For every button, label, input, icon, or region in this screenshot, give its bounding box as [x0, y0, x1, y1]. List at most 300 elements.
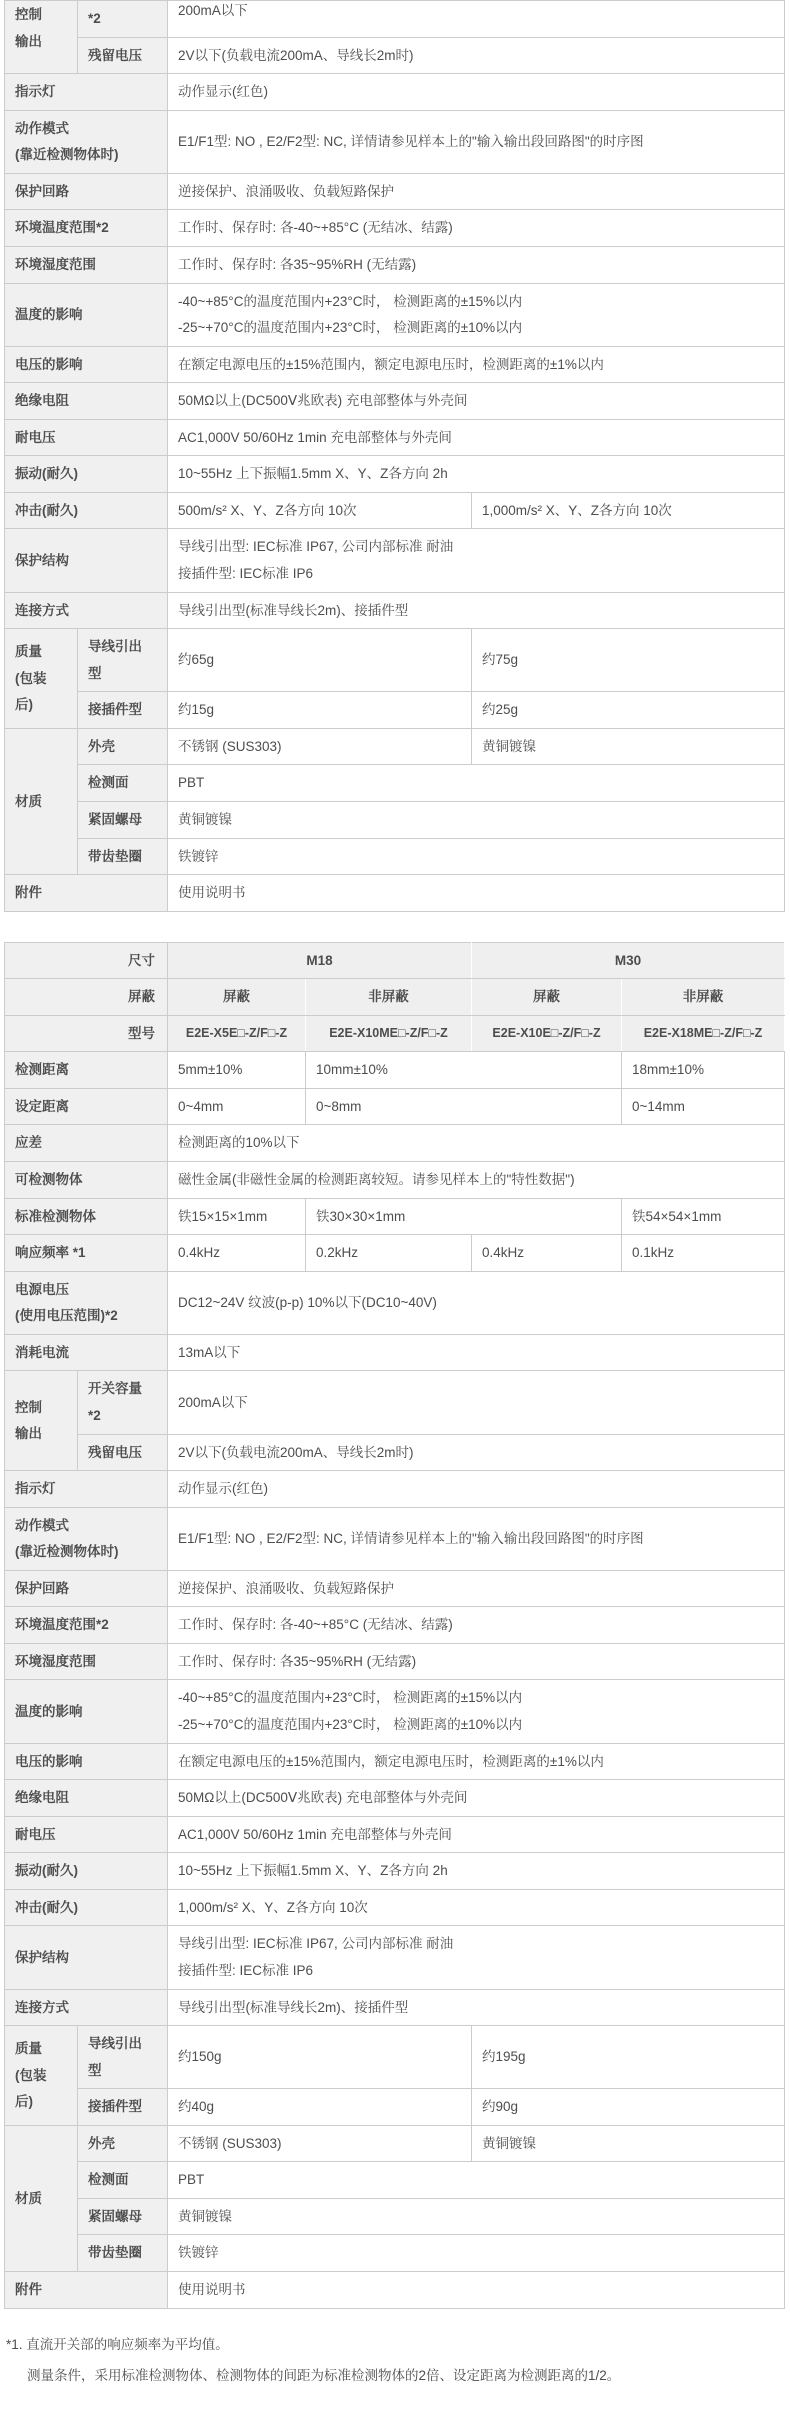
text-line: 电源电压: [15, 1281, 69, 1297]
text-line: PBT: [178, 2172, 205, 2188]
value-weight-prewired-right: [472, 629, 785, 692]
text-line: 连接方式: [15, 602, 69, 618]
label-sensing-face: [78, 2162, 168, 2199]
text-line: 200mA以下: [178, 1394, 248, 1410]
text-line: 磁性金属(非磁性金属的检测距离较短。请参见样本上的"特性数据"): [178, 1172, 575, 1187]
spec-row: [5, 2272, 785, 2309]
spec-row: [5, 2198, 785, 2235]
text-line: 可检测物体: [15, 1172, 83, 1187]
spec-row: [5, 110, 785, 173]
spec-table-top: [4, 0, 786, 912]
value-standard-object-1: [168, 1198, 306, 1235]
spec-row: [5, 875, 785, 912]
text-line: 导线引出型: IEC标准 IP67, 公司内部标准 耐油: [178, 539, 454, 555]
label-clamping-nut: [78, 2198, 168, 2235]
value-protection-circuit: [168, 173, 785, 210]
value-vibration: [168, 1853, 785, 1890]
text-line: 屏蔽: [223, 989, 250, 1005]
text-line: 带齿垫圈: [88, 848, 142, 864]
spec-row: [5, 1780, 785, 1817]
label-accessories: [5, 2272, 168, 2309]
text-line: 在额定电源电压的±15%范围内，额定电源电压时，检测距离的±1%以内: [178, 1753, 604, 1769]
label-ambient-temperature: [5, 1607, 168, 1644]
value-weight-connector-left: [168, 2089, 472, 2126]
label-material: [5, 728, 78, 874]
text-line: 材质: [15, 2190, 42, 2206]
spec-row: [5, 2162, 785, 2199]
model-e2e-x10me: [306, 1015, 472, 1052]
spec-row: [5, 592, 785, 629]
text-line: 检测距离的10%以下: [178, 1135, 300, 1151]
text-line: 约75g: [482, 652, 519, 668]
text-line: 约15g: [178, 702, 215, 718]
text-line: 200mA以下: [178, 3, 248, 18]
value-accessories: [168, 2272, 785, 2309]
label-pre-wired: [78, 629, 168, 692]
value-case-left: [168, 2125, 472, 2162]
spec-row: [5, 1088, 785, 1125]
text-line: 0.4kHz: [178, 1245, 221, 1261]
value-operation-mode: [168, 1507, 785, 1570]
value-indicator: [168, 74, 785, 111]
value-toothed-washer: [168, 838, 785, 875]
text-line: 约40g: [178, 2099, 215, 2115]
value-protection-structure: [168, 1926, 785, 1989]
text-line: 控制: [15, 7, 42, 22]
text-line: 10~55Hz 上下振幅1.5mm X、Y、Z各方向 2h: [178, 466, 448, 482]
model-e2e-x10e: [472, 1015, 622, 1052]
header-size-m18: [168, 942, 472, 979]
label-operation-mode: [5, 110, 168, 173]
spec-row: [5, 2125, 785, 2162]
label-residual-voltage: [78, 37, 168, 74]
value-response-frequency-2: [306, 1235, 472, 1272]
text-line: 5mm±10%: [178, 1062, 243, 1078]
label-ambient-humidity: [5, 246, 168, 283]
label-connection-method: [5, 592, 168, 629]
text-line: 附件: [15, 885, 42, 901]
value-insulation-resistance: [168, 383, 785, 420]
text-line: 质量: [15, 2041, 42, 2057]
header-unshielded-m30: [622, 979, 785, 1016]
text-line: 0.4kHz: [482, 1245, 525, 1261]
label-clamping-nut: [78, 801, 168, 838]
label-voltage-influence: [5, 346, 168, 383]
text-line: 电压的影响: [15, 356, 83, 372]
spec-row: [5, 1334, 785, 1371]
text-line: 残留电压: [88, 47, 142, 63]
text-line: 屏蔽: [533, 989, 561, 1005]
header-shielded-m30: [472, 979, 622, 1016]
spec-row: [5, 801, 785, 838]
value-operation-mode: [168, 110, 785, 173]
label-toothed-washer: [78, 838, 168, 875]
value-clamping-nut: [168, 801, 785, 838]
spec-row: [5, 383, 785, 420]
text-line: 外壳: [88, 2135, 115, 2151]
label-switching-capacity-cont: [78, 1, 168, 38]
value-indicator: [168, 1471, 785, 1508]
text-line: 0.2kHz: [316, 1245, 359, 1261]
label-accessories: [5, 875, 168, 912]
spec-row: [5, 765, 785, 802]
label-ambient-humidity: [5, 1643, 168, 1680]
spec-row: [5, 283, 785, 346]
text-line: 13mA以下: [178, 1344, 241, 1360]
spec-row: [5, 1680, 785, 1743]
text-line: 环境湿度范围: [15, 1653, 96, 1669]
spec-row: [5, 456, 785, 493]
text-line: 耐电压: [15, 1826, 56, 1842]
text-line: E2E-X18ME□-Z/F□-Z: [643, 1026, 763, 1041]
footnote-2: 测量条件，采用标准检测物体、检测物体的间距为标准检测物体的2倍、设定距离为检测距离的1/2。: [27, 2367, 621, 2383]
text-line: 输出: [15, 33, 42, 49]
text-line: (靠近检测物体时): [15, 147, 119, 163]
text-line: 环境温度范围*2: [15, 1617, 109, 1633]
spec-row: [5, 74, 785, 111]
text-line: 约150g: [178, 2049, 222, 2065]
label-temperature-influence: [5, 283, 168, 346]
spec-row: [5, 1989, 785, 2026]
label-sensing-face: [78, 765, 168, 802]
value-set-distance-2: [306, 1088, 622, 1125]
label-temperature-influence: [5, 1680, 168, 1743]
text-line: E1/F1型: NO , E2/F2型: NC, 详情请参见样本上的"输入输出段回路图"的时序图: [178, 133, 644, 149]
text-line: (使用电压范围)*2: [15, 1308, 118, 1324]
text-line: 1,000m/s² X、Y、Z各方向 10次: [178, 1899, 368, 1915]
text-line: 0~8mm: [316, 1098, 362, 1114]
spec-row: [5, 346, 785, 383]
label-hysteresis: [5, 1125, 168, 1162]
text-line: 铁镀锌: [178, 2245, 219, 2261]
spec-row: [5, 1235, 785, 1272]
text-line: 工作时、保存时: 各-40~+85°C (无结冰、结露): [178, 1617, 453, 1633]
value-voltage-influence: [168, 1743, 785, 1780]
value-set-distance-1: [168, 1088, 306, 1125]
text-line: *2: [88, 1407, 101, 1423]
text-line: 冲击(耐久): [15, 1899, 78, 1915]
value-ambient-humidity: [168, 246, 785, 283]
label-protection-structure: [5, 529, 168, 592]
text-line: 铁15×15×1mm: [178, 1208, 268, 1224]
text-line: 2V以下(负载电流200mA、导线长2m时): [178, 47, 414, 63]
text-line: 绝缘电阻: [15, 393, 69, 409]
text-line: 约90g: [482, 2099, 519, 2115]
label-voltage-influence: [5, 1743, 168, 1780]
text-line: 导线引出: [88, 639, 142, 655]
text-line: AC1,000V 50/60Hz 1min 充电部整体与外壳间: [178, 429, 452, 445]
footnotes: [6, 2335, 786, 2387]
spec-row: [5, 1125, 785, 1162]
text-line: 动作模式: [15, 120, 69, 136]
spec-row: [5, 1434, 785, 1471]
text-line: 接插件型: [88, 702, 142, 718]
header-size-m30: [472, 942, 785, 979]
spec-row: [5, 1052, 785, 1089]
value-toothed-washer: [168, 2235, 785, 2272]
text-line: 约25g: [482, 702, 519, 718]
value-case-left: [168, 728, 472, 765]
value-temperature-influence: [168, 1680, 785, 1743]
value-weight-connector-right: [472, 2089, 785, 2126]
text-line: DC12~24V 纹波(p-p) 10%以下(DC10~40V): [178, 1294, 437, 1310]
value-sensing-distance-3: [622, 1052, 785, 1089]
value-connection-method: [168, 592, 785, 629]
text-line: 50MΩ以上(DC500Ⅴ兆欧表) 充电部整体与外壳间: [178, 1790, 468, 1806]
text-line: 外壳: [88, 738, 115, 754]
spec-row: [5, 1853, 785, 1890]
label-weight-packed: [5, 2026, 78, 2126]
spec-row: [5, 838, 785, 875]
value-hysteresis: [168, 1125, 785, 1162]
label-switching-capacity: [78, 1371, 168, 1434]
spec-row: [5, 37, 785, 74]
text-line: 环境湿度范围: [15, 256, 96, 272]
text-line: 检测距离: [15, 1062, 69, 1078]
spec-row: [5, 1570, 785, 1607]
text-line: 消耗电流: [15, 1344, 69, 1360]
value-power-voltage: [168, 1271, 785, 1334]
label-shock: [5, 492, 168, 529]
value-accessories: [168, 875, 785, 912]
text-line: 输出: [15, 1426, 42, 1442]
text-line: 检测面: [88, 775, 129, 791]
spec-row: [5, 728, 785, 765]
text-line: 耐电压: [15, 429, 56, 445]
text-line: 后): [15, 2094, 33, 2110]
label-protection-structure: [5, 1926, 168, 1989]
value-weight-connector-right: [472, 692, 785, 729]
label-power-voltage: [5, 1271, 168, 1334]
value-ambient-humidity: [168, 1643, 785, 1680]
value-voltage-influence: [168, 346, 785, 383]
spec-table-m18-m30: [4, 942, 786, 2309]
spec-row: [5, 1743, 785, 1780]
spec-row: [5, 173, 785, 210]
text-line: 后): [15, 697, 33, 713]
value-protection-circuit: [168, 1570, 785, 1607]
text-line: 电压的影响: [15, 1753, 83, 1769]
text-line: 接插件型: IEC标准 IP6: [178, 1962, 314, 1978]
text-line: 屏蔽: [128, 989, 155, 1005]
label-insulation-resistance: [5, 383, 168, 420]
header-shielded-m18: [168, 979, 306, 1016]
text-line: 铁30×30×1mm: [316, 1208, 406, 1224]
text-line: 接插件型: IEC标准 IP6: [178, 566, 314, 581]
label-connection-method: [5, 1989, 168, 2026]
value-case-right: [472, 2125, 785, 2162]
text-line: 尺寸: [128, 952, 155, 968]
label-vibration: [5, 456, 168, 493]
header-shield: [5, 979, 168, 1016]
text-line: -40~+85°C的温度范围内+23°C时， 检测距离的±15%以内: [178, 293, 523, 309]
label-material: [5, 2125, 78, 2271]
label-response-frequency: [5, 1235, 168, 1272]
text-line: 动作显示(红色): [178, 84, 268, 100]
header-model: [5, 1015, 168, 1052]
text-line: 动作显示(红色): [178, 1481, 268, 1497]
spec-row: [5, 629, 785, 692]
text-line: 开关容量: [88, 1381, 142, 1397]
value-sensing-distance-1: [168, 1052, 306, 1089]
label-insulation-resistance: [5, 1780, 168, 1817]
text-line: 指示灯: [15, 1481, 56, 1497]
spec-row: [5, 1471, 785, 1508]
spec-row: [5, 692, 785, 729]
text-line: 附件: [15, 2282, 42, 2297]
value-vibration: [168, 456, 785, 493]
value-sensing-distance-2: [306, 1052, 622, 1089]
value-switching-capacity: [168, 1, 785, 38]
text-line: (包装: [15, 2067, 47, 2083]
label-residual-voltage: [78, 1434, 168, 1471]
value-response-frequency-4: [622, 1235, 785, 1272]
value-insulation-resistance: [168, 1780, 785, 1817]
text-line: (包装: [15, 670, 47, 686]
model-e2e-x5e: [168, 1015, 306, 1052]
label-standard-object: [5, 1198, 168, 1235]
spec-table: [4, 942, 785, 2309]
text-line: -40~+85°C的温度范围内+23°C时， 检测距离的±15%以内: [178, 1690, 523, 1706]
label-dielectric-strength: [5, 419, 168, 456]
value-dielectric-strength: [168, 1816, 785, 1853]
label-case: [78, 728, 168, 765]
value-residual-voltage: [168, 37, 785, 74]
label-connector-type: [78, 2089, 168, 2126]
text-line: 保护回路: [15, 1580, 69, 1596]
text-line: M30: [614, 952, 642, 968]
label-control-output: [5, 1, 78, 74]
text-line: 响应频率 *1: [15, 1245, 86, 1261]
text-line: 振动(耐久): [15, 1863, 78, 1879]
text-line: 10~55Hz 上下振幅1.5mm X、Y、Z各方向 2h: [178, 1863, 448, 1879]
text-line: 2V以下(负载电流200mA、导线长2m时): [178, 1444, 414, 1460]
model-e2e-x18me: [622, 1015, 785, 1052]
value-weight-prewired-left: [168, 2026, 472, 2089]
text-line: 检测面: [88, 2172, 129, 2188]
text-line: 使用说明书: [178, 885, 246, 901]
spec-row: [5, 492, 785, 529]
text-line: E2E-X10E□-Z/F□-Z: [492, 1026, 601, 1041]
text-line: 控制: [15, 1399, 42, 1415]
spec-row: [5, 1198, 785, 1235]
spec-row: [5, 1162, 785, 1199]
text-line: 工作时、保存时: 各-40~+85°C (无结冰、结露): [178, 220, 453, 236]
label-indicator: [5, 1471, 168, 1508]
value-sensing-face: [168, 2162, 785, 2199]
spec-row: [5, 942, 785, 979]
spec-row: [5, 529, 785, 592]
value-connection-method: [168, 1989, 785, 2026]
text-line: -25~+70°C的温度范围内+23°C时， 检测距离的±10%以内: [178, 320, 523, 336]
label-indicator: [5, 74, 168, 111]
label-set-distance: [5, 1088, 168, 1125]
text-line: 黄铜镀镍: [178, 2208, 232, 2224]
value-weight-prewired-right: [472, 2026, 785, 2089]
label-case: [78, 2125, 168, 2162]
text-line: 约195g: [482, 2049, 526, 2065]
text-line: 非屏蔽: [682, 989, 724, 1005]
text-line: 冲击(耐久): [15, 502, 78, 518]
label-protection-circuit: [5, 1570, 168, 1607]
spec-row: [5, 1371, 785, 1434]
label-control-output: [5, 1371, 78, 1471]
text-line: 振动(耐久): [15, 466, 78, 482]
text-line: PBT: [178, 775, 205, 791]
text-line: 应差: [15, 1135, 42, 1151]
text-line: 导线引出型(标准导线长2m)、接插件型: [178, 602, 409, 618]
label-sensing-distance: [5, 1052, 168, 1089]
text-line: 0~14mm: [632, 1098, 685, 1114]
spec-row: [5, 419, 785, 456]
spec-row: [5, 2089, 785, 2126]
value-shock-left: [168, 492, 472, 529]
text-line: 保护结构: [15, 552, 69, 568]
value-case-right: [472, 728, 785, 765]
text-line: 指示灯: [15, 84, 56, 100]
text-line: 动作模式: [15, 1517, 69, 1533]
text-line: 连接方式: [15, 1999, 69, 2015]
spec-row: [5, 1015, 785, 1052]
value-dielectric-strength: [168, 419, 785, 456]
text-line: 500m/s² X、Y、Z各方向 10次: [178, 502, 357, 518]
text-line: 温度的影响: [15, 1703, 83, 1719]
text-line: 不锈钢 (SUS303): [178, 738, 282, 754]
text-line: 导线引出型(标准导线长2m)、接插件型: [178, 1999, 409, 2015]
spec-row: [5, 246, 785, 283]
spec-row: [5, 1, 785, 38]
text-line: 型: [88, 2062, 102, 2078]
spec-row: [5, 979, 785, 1016]
value-protection-structure: [168, 529, 785, 592]
text-line: 工作时、保存时: 各35~95%RH (无结露): [178, 1653, 417, 1669]
value-set-distance-3: [622, 1088, 785, 1125]
text-line: -25~+70°C的温度范围内+23°C时， 检测距离的±10%以内: [178, 1717, 523, 1732]
label-toothed-washer: [78, 2235, 168, 2272]
text-line: 逆接保护、浪涌吸收、负载短路保护: [178, 183, 394, 199]
text-line: 保护结构: [15, 1949, 69, 1965]
text-line: 18mm±10%: [632, 1062, 704, 1078]
text-line: 设定距离: [15, 1098, 69, 1114]
header-size: [5, 942, 168, 979]
value-shock: [168, 1889, 785, 1926]
label-protection-circuit: [5, 173, 168, 210]
text-line: 在额定电源电压的±15%范围内，额定电源电压时，检测距离的±1%以内: [178, 356, 604, 372]
text-line: 铁54×54×1mm: [632, 1208, 722, 1224]
value-response-frequency-3: [472, 1235, 622, 1272]
text-line: 不锈钢 (SUS303): [178, 2135, 282, 2151]
text-line: E1/F1型: NO , E2/F2型: NC, 详情请参见样本上的"输入输出段回路图"的时序图: [178, 1530, 644, 1546]
text-line: 型号: [128, 1025, 155, 1041]
spec-row: [5, 2026, 785, 2089]
value-response-frequency-1: [168, 1235, 306, 1272]
label-current-consumption: [5, 1334, 168, 1371]
label-vibration: [5, 1853, 168, 1890]
header-unshielded-m18: [306, 979, 472, 1016]
value-standard-object-2: [306, 1198, 622, 1235]
value-detectable-object: [168, 1162, 785, 1199]
value-switching-capacity: [168, 1371, 785, 1434]
value-ambient-temperature: [168, 1607, 785, 1644]
label-detectable-object: [5, 1162, 168, 1199]
spec-row: [5, 1926, 785, 1989]
label-shock: [5, 1889, 168, 1926]
text-line: 使用说明书: [178, 2282, 246, 2297]
value-weight-connector-left: [168, 692, 472, 729]
text-line: AC1,000V 50/60Hz 1min 充电部整体与外壳间: [178, 1826, 452, 1842]
value-sensing-face: [168, 765, 785, 802]
value-weight-prewired-left: [168, 629, 472, 692]
